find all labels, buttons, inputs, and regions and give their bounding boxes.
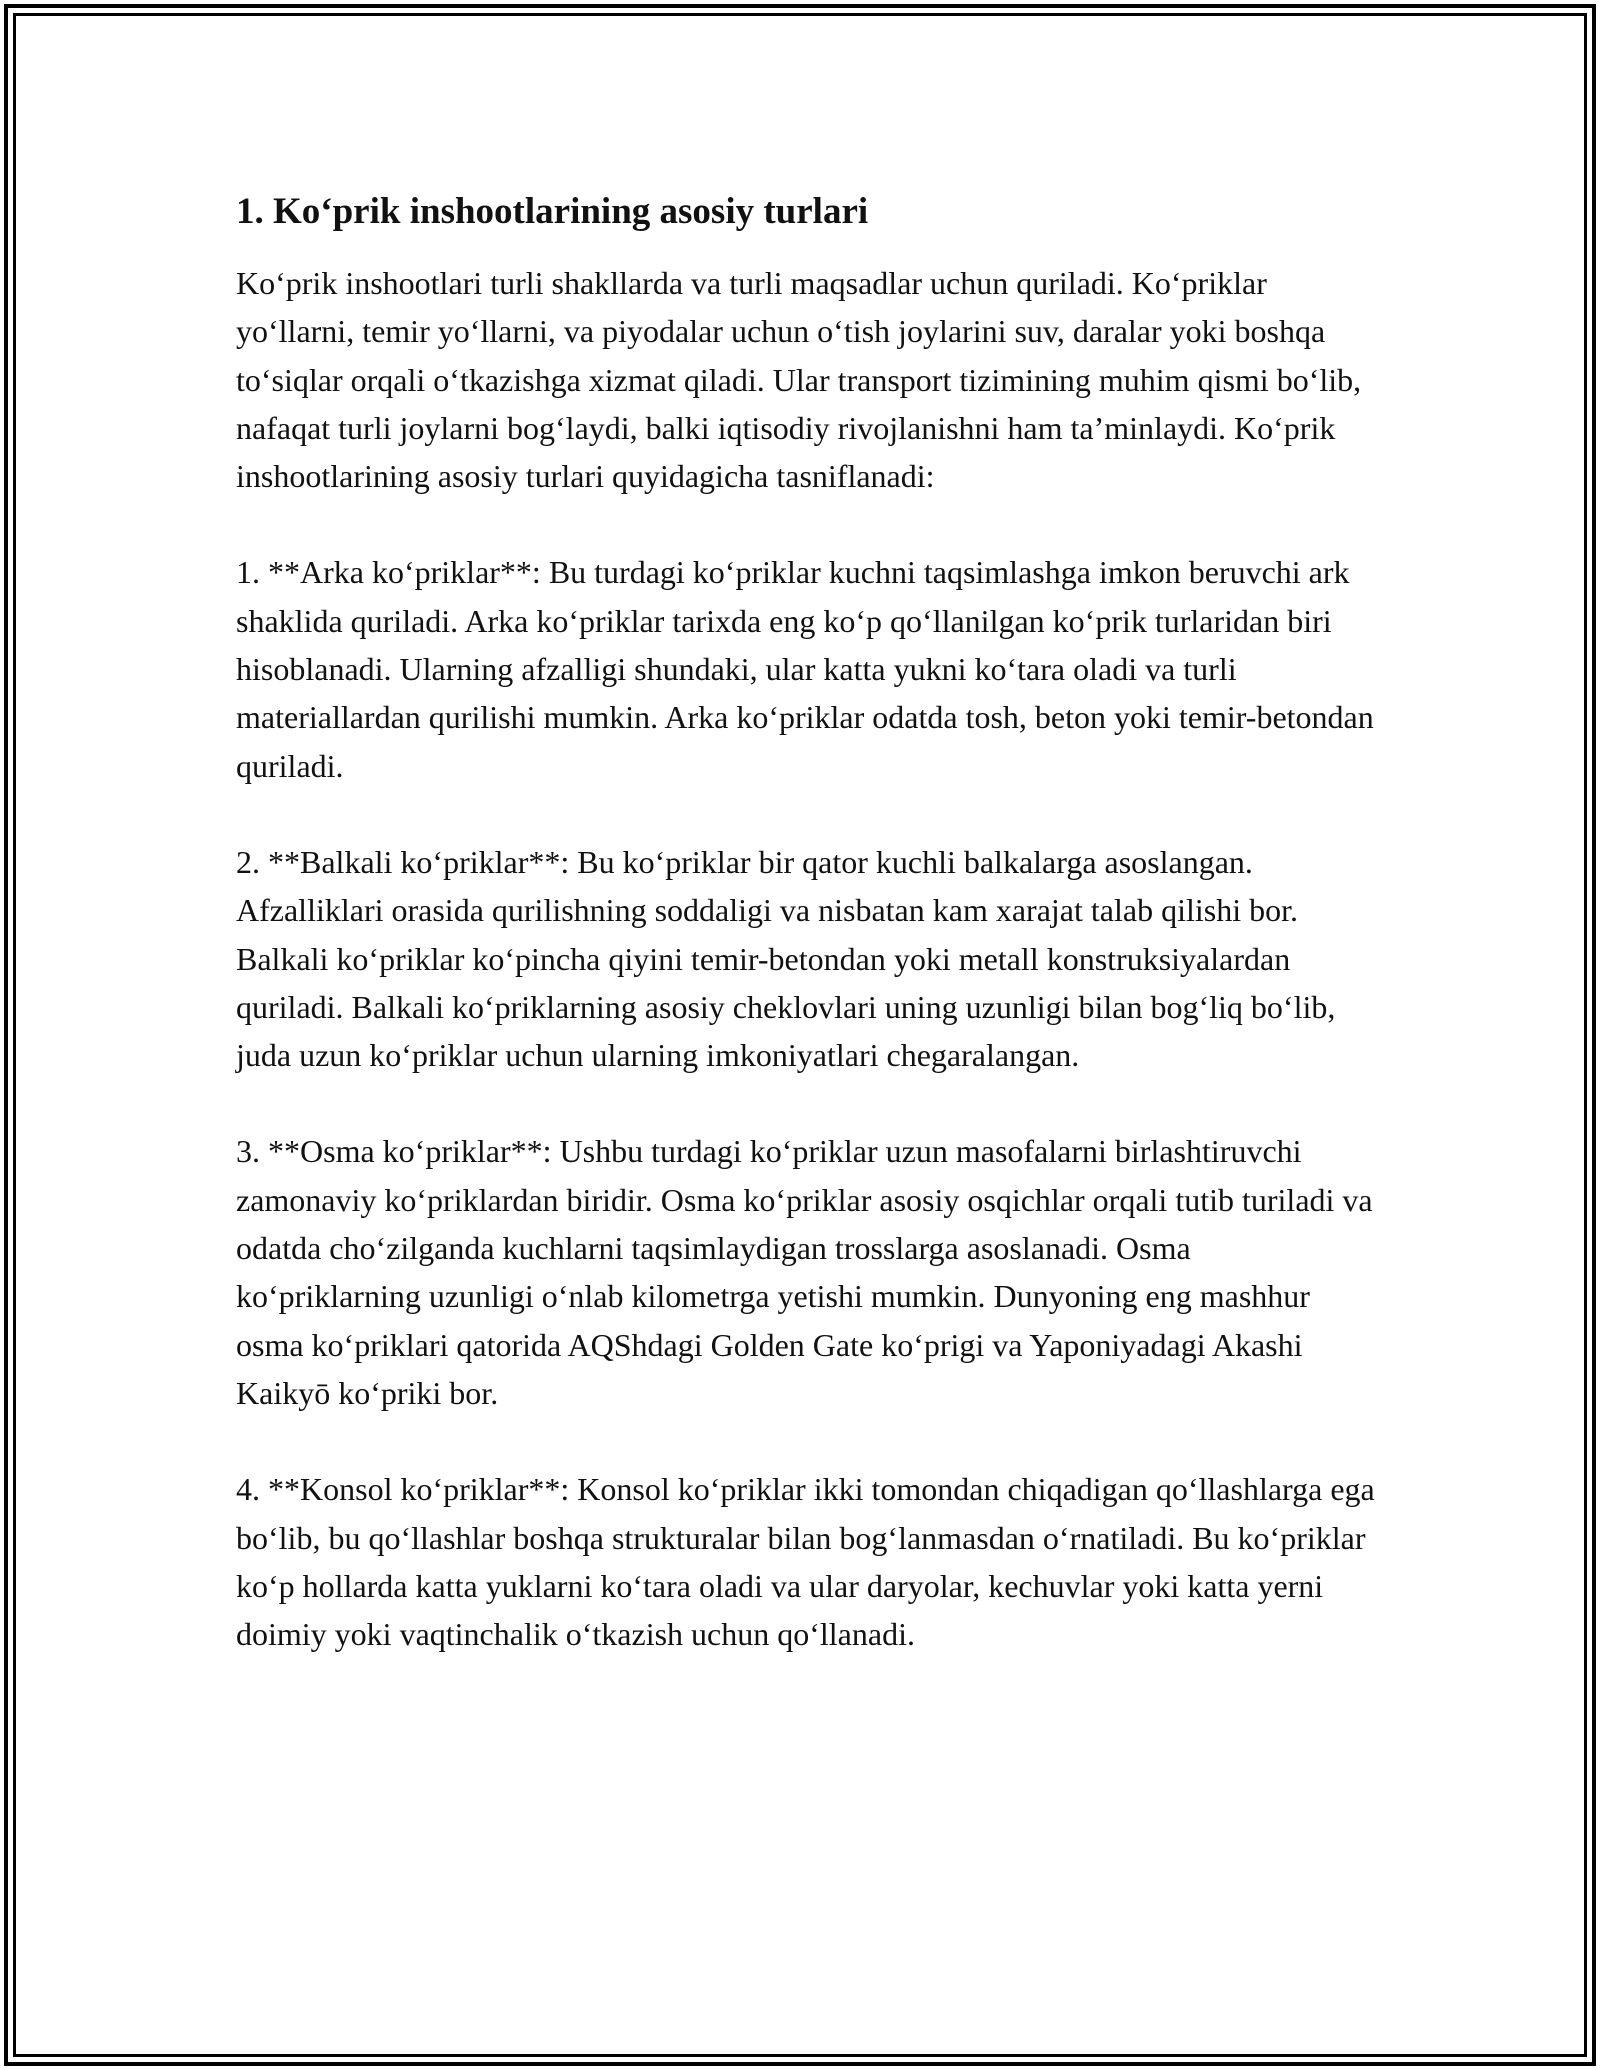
intro-paragraph: Ko‘prik inshootlari turli shakllarda va turli maqsadlar uchun quriladi. Ko‘priklar yo‘llarni, temir yo‘llarni, va piyodalar uchun o‘tish joylarini suv, daralar yoki boshqa to‘siqlar orqali o‘tkazishga xizmat qiladi. Ular transport tizimining muhim qismi bo‘lib, nafaqat turli joylarni bog‘laydi, balki iqtisodiy rivojlanishni ham ta’minlaydi. Ko‘prik inshootlarining asosiy turlari quyidagicha tasniflanadi: [236,265,1362,495]
arch-bridges-paragraph: 1. **Arka ko‘priklar**: Bu turdagi ko‘priklar kuchni taqsimlashga imkon beruvchi ark shaklida quriladi. Arka ko‘priklar tarixda eng ko‘p qo‘llanilgan ko‘prik turlaridan biri hisoblanadi. Ularning afzalligi shundaki, ular katta yukni ko‘tara oladi va turli materiallardan qurilishi mumkin. Arka ko‘priklar odatda tosh, beton yoki temir-betondan quriladi. [236,554,1374,784]
document-body [236,186,1381,1706]
section-title: 1. Ko‘prik inshootlarining asosiy turlari [236,191,869,232]
suspension-bridges-paragraph: 3. **Osma ko‘priklar**: Ushbu turdagi ko‘priklar uzun masofalarni birlashtiruvchi zamonaviy ko‘priklardan biridir. Osma ko‘priklar asosiy osqichlar orqali tutib turiladi va odatda cho‘zilganda kuchlarni taqsimlaydigan trosslarga asoslanadi. Osma ko‘priklarning uzunligi o‘nlab kilometrga yetishi mumkin. Dunyoning eng mashhur osma ko‘priklari qatorida AQShdagi Golden Gate ko‘prigi va Yaponiyadagi Akashi Kaikyō ko‘priki bor. [236,1133,1373,1411]
cantilever-bridges-paragraph: 4. **Konsol ko‘priklar**: Konsol ko‘priklar ikki tomondan chiqadigan qo‘llashlarga ega bo‘lib, bu qo‘llashlar boshqa strukturalar bilan bog‘lanmasdan o‘rnatiladi. Bu ko‘priklar ko‘p hollarda katta yuklarni ko‘tara oladi va ular daryolar, kechuvlar yoki katta yerni doimiy yoki vaqtinchalik o‘tkazish uchun qo‘llanadi. [236,1471,1375,1653]
beam-bridges-paragraph: 2. **Balkali ko‘priklar**: Bu ko‘priklar bir qator kuchli balkalarga asoslangan. Afzalliklari orasida qurilishning soddaligi va nisbatan kam xarajat talab qilishi bor. Balkali ko‘priklar ko‘pincha qiyini temir-betondan yoki metall konstruksiyalardan quriladi. Balkali ko‘priklarning asosiy cheklovlari uning uzunligi bilan bog‘liq bo‘lib, juda uzun ko‘priklar uchun ularning imkoniyatlari chegaralangan. [236,843,1336,1074]
